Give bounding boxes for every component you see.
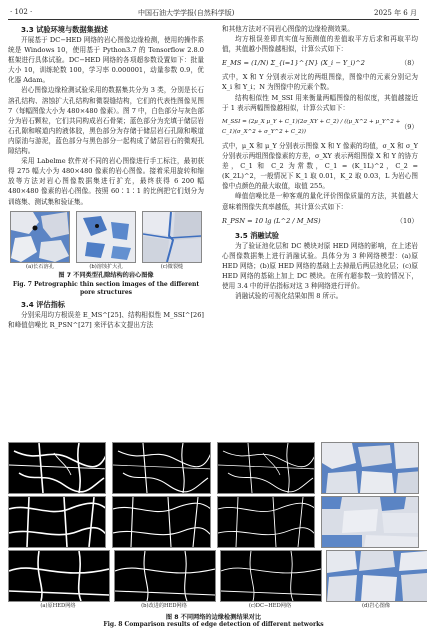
edge-map-hed-3: [9, 551, 109, 601]
edge-map-improved-hed-2: [113, 497, 210, 547]
para-fig8-ref: 消融试验的可视化结果如图 8 所示。: [235, 292, 343, 301]
equation-10-body: R_PSN = 10 lg (L^2 / M_MS): [222, 216, 321, 225]
equation-9: [222, 117, 418, 137]
edge-map-hed: [9, 443, 106, 493]
rock-image-feldspar-pores: [11, 212, 69, 262]
para-continued: 和其他方法对不同岩心图像的边缘检测效果。: [222, 25, 354, 33]
figure-8: [8, 442, 419, 629]
fig7-subcaption-c: (c)微裂缝: [160, 263, 184, 270]
fig7-image-b: [76, 211, 136, 271]
edge-map-improved-hed: [113, 443, 210, 493]
fig7-caption-en: Fig. 7 Petrographic thin section images of the different pore structures: [12, 280, 200, 296]
fig7-subcaption-a: (a)长石溶孔: [26, 263, 54, 270]
para-eq9-notes: 式中，μ_X 和 μ_Y 分别表示图像 X 和 Y 像素的均值，σ_X 和 σ_Y 分别表示两组图像像素的方差，σ_XY 表示两组图像 X 和 Y 的协方差，C_1 和 C_2 为常数，C_1 = (K_1L)^2，C_2 = (K_2L)^2，一般情况下 K_1 取 0.01，K_2 取 0.03，L 为岩心图像中点颜色的最大取值，取值 255。: [222, 141, 418, 191]
page-number: · 102 ·: [10, 8, 33, 16]
fig8-row-1: [8, 442, 419, 494]
para-labeling: 采用 Labelme 软件对不同的岩心图像进行手工标注，最初获得 275 幅大小为 480×480 像素的岩心图像。接着采用旋转和缩放等方法对岩心图像数据集进行扩充，最终获得 6 200 幅 480×480 像素的岩心图像。按照 60∶1∶1 的比例把它们划分为训练集、测试集和验证集。: [8, 157, 204, 206]
journal-name: 中国石油大学学报(自然科学版): [138, 9, 235, 17]
fig7-caption-cn: 图 7 不同类型孔隙结构的岩心图像: [58, 271, 154, 279]
right-column: [222, 24, 418, 301]
para-eq8-notes: 式中，X 和 Y 分别表示对比的两组图像，图像中的元素分别记为 X_i 和 Y_i；N 为图像中的元素个数。: [222, 73, 418, 92]
rock-image-dissolution-pores: [77, 212, 135, 262]
fig8-subcaption-b: (b)改进的HED网络: [141, 603, 187, 609]
left-column: [8, 24, 204, 330]
para-psnr: 峰值信噪比是一种客观的量化评价图像质量的方法，其值越大意味着图像失真率越低，其计算公式如下：: [222, 192, 418, 211]
fig8-caption-cn: 图 8 不同网络的边缘检测结果对比: [165, 614, 262, 621]
equation-8-number: （8）: [400, 59, 418, 68]
para-dataset: 岩心图像边缘检测试验采用的数据集共分为 3 类，分别是长石溶孔结构、溶蚀扩大孔结构和微裂缝结构，它们的代表性图像见图 7（每幅图像大小为 480×480 像素）。图 7 中，白色部分与灰色部分为岩石颗粒，它们共同构成岩石骨架；蓝色部分为充填于储层岩石孔隙和喉道内的液体胶，黑色部分为存储于储层岩石孔隙和喉道内原油与游泥，蓝色部分与黑色部分一起构成了储层岩石的微观孔隙结构。: [8, 86, 204, 156]
fig7-image-c: [142, 211, 202, 271]
fig7-subcaption-b: (b)溶蚀扩大孔: [89, 263, 123, 270]
edge-map-dc-hed-2: [218, 497, 315, 547]
fig8-subcaption-d: (d)岩心图像: [361, 603, 391, 609]
equation-9-body: M_SSI = (2μ_X μ_Y + C_1)(2σ_XY + C_2) / ((μ_X^2 + μ_Y^2 + C_1)(σ_X^2 + σ_Y^2 + C_2)): [222, 118, 401, 135]
edge-map-improved-hed-3: [115, 551, 215, 601]
section-3-4-heading: 3.4 评估指标: [21, 299, 65, 309]
edge-map-dc-hed: [218, 443, 315, 493]
header-rule: [8, 19, 419, 20]
rock-core-image-1: [322, 443, 419, 493]
fig8-row-2: [8, 496, 419, 548]
para-metrics-intro: 分别采用均方根误差 E_MS^[25]、结构相似性 M_SSI^[26] 和峰值信噪比 R_PSN^[27] 来评估本文提出方法: [8, 310, 204, 329]
rock-image-microfractures: [143, 212, 201, 262]
edge-map-hed-2: [9, 497, 106, 547]
equation-8: [222, 58, 418, 68]
para-ssim: 结构相似性 M_SSI 用来衡量两幅图像的相似度，其值越接近于 1 表示两幅图像越相似，计算公式如下：: [222, 93, 418, 112]
equation-10: [222, 216, 418, 226]
para-ablation: 为了验证池化层和 DC 模块对原 HED 网络的影响，在上述岩心图像数据集上进行消融试验。具体分为 3 种网络模型：(a)原 HED 网络；(b)原 HED 网络的基础上去掉最后两层池化层；(c)原 HED 网络的基础上加上 DC 模块。在所有超参数一致的情况下，使用 3.4 中的评估指标对这 3 种网络进行评价。: [222, 241, 418, 291]
edge-map-dc-hed-3: [221, 551, 321, 601]
fig8-subcaption-c: (c)DC−HED网络: [248, 603, 292, 609]
issue-date: 2025 年 6 月: [374, 9, 417, 17]
para-rmse: 均方根误差即真实值与预测值的差值取平方后求和再取平均值，其值越小图像越相似，计算公式如下：: [222, 35, 418, 54]
equation-8-body: E_MS = (1/N) Σ_{i=1}^{N} (X_i − Y_i)^2: [222, 59, 365, 68]
fig8-row-3: [8, 550, 419, 610]
figure-7: [8, 211, 204, 297]
equation-9-number: （9）: [400, 122, 418, 131]
equation-10-number: （10）: [396, 216, 418, 225]
fig8-caption-en: Fig. 8 Comparison results of edge detection of different networks: [103, 621, 324, 628]
section-3-3-heading: 3.3 试验环境与数据集描述: [21, 25, 109, 34]
para-experiment-env: 开展基于 DC−HED 网络的岩心图像边缘检测，使用的操作系统是 Windows 10，使用基于 Python3.7 的 Tensorflow 2.8.0 框架进行具体试验。DC−HED 网络的各项超参数设置如下：批量大小 10，训练轮数 100，学习率 0.000001，动量参数 0.9，优化器 Adam。: [8, 36, 204, 85]
rock-core-image-2: [322, 497, 419, 547]
fig8-subcaption-a: (a)原HED网络: [40, 603, 76, 609]
fig7-image-a: [10, 211, 70, 271]
rock-core-image-3: [327, 551, 427, 601]
section-3-5-heading: 3.5 消融试验: [235, 230, 279, 240]
